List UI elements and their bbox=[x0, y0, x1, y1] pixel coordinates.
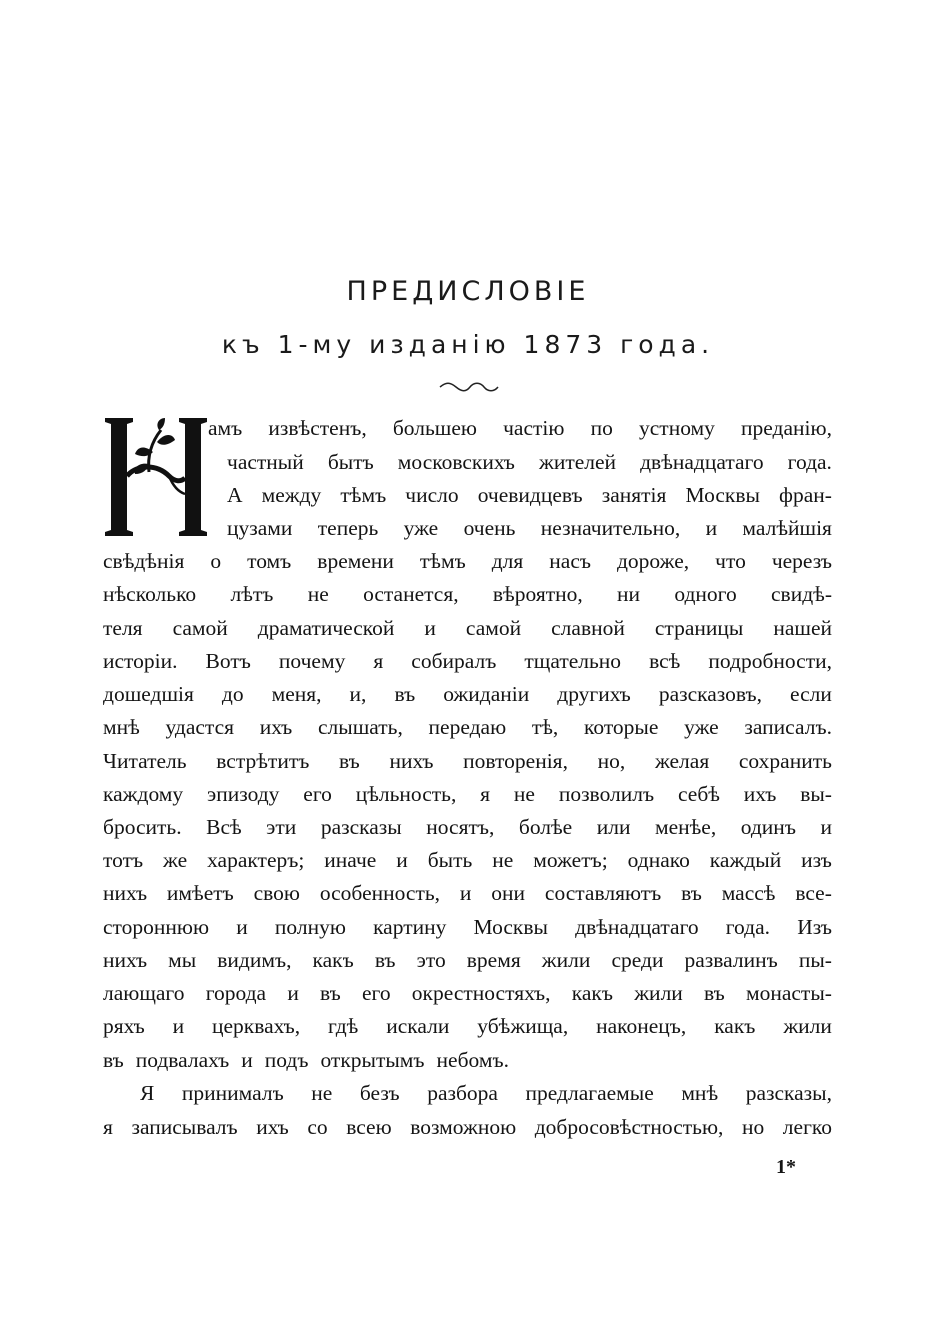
word: ихъ bbox=[256, 1115, 289, 1139]
page-title: ПРЕДИСЛОВІЕ bbox=[346, 276, 590, 307]
word: до bbox=[221, 682, 244, 706]
word: самой bbox=[172, 616, 228, 640]
page-number: 1* bbox=[776, 1156, 796, 1178]
word: свидѣ- bbox=[771, 582, 832, 606]
body-line bbox=[103, 1050, 832, 1072]
word: въ bbox=[374, 948, 396, 972]
word: одного bbox=[674, 582, 737, 606]
word: какъ bbox=[714, 1014, 756, 1038]
body-line bbox=[103, 950, 832, 972]
word: повторенія, bbox=[463, 749, 568, 773]
word: въ bbox=[704, 981, 725, 1005]
word: подвалахъ bbox=[135, 1048, 230, 1072]
word: не bbox=[311, 1081, 333, 1105]
word: и bbox=[236, 915, 248, 939]
word: почему bbox=[278, 649, 346, 673]
word: составляютъ bbox=[544, 881, 662, 905]
word: вы- bbox=[800, 782, 832, 806]
word: развалинъ bbox=[684, 948, 778, 972]
word: мы bbox=[168, 948, 197, 972]
word: преданію, bbox=[741, 416, 832, 440]
word: и bbox=[287, 981, 299, 1005]
word: останется, bbox=[363, 582, 459, 606]
word: и bbox=[424, 616, 436, 640]
word: позволилъ bbox=[558, 782, 655, 806]
word: уже bbox=[403, 516, 439, 540]
word: собиралъ bbox=[411, 649, 497, 673]
word: времени bbox=[317, 549, 394, 573]
page-subtitle: къ 1-му изданію 1873 года. bbox=[221, 330, 715, 359]
drop-cap-ornament-icon bbox=[103, 414, 213, 540]
word: предлагаемые bbox=[525, 1081, 654, 1105]
body-line bbox=[208, 418, 832, 440]
word: занятія bbox=[601, 483, 667, 507]
word: подробности, bbox=[708, 649, 832, 673]
word: разбора bbox=[427, 1081, 498, 1105]
body-line bbox=[227, 518, 832, 540]
word: особенность, bbox=[319, 881, 441, 905]
word: однако bbox=[627, 848, 690, 872]
word: частный bbox=[227, 450, 304, 474]
word: что bbox=[715, 549, 746, 573]
word: и bbox=[241, 1048, 253, 1072]
word: устному bbox=[639, 416, 715, 440]
word: нѣсколько bbox=[103, 582, 197, 606]
word: для bbox=[491, 549, 524, 573]
word: цѣльность, bbox=[355, 782, 457, 806]
word: его bbox=[303, 782, 332, 806]
word: ни bbox=[617, 582, 641, 606]
word: года. bbox=[725, 915, 771, 939]
word: слышать, bbox=[317, 715, 403, 739]
word: мнѣ bbox=[681, 1081, 719, 1105]
word: я bbox=[103, 1115, 113, 1139]
word: жителей bbox=[538, 450, 617, 474]
word: характеръ; bbox=[207, 848, 305, 872]
word: можетъ; bbox=[533, 848, 608, 872]
word: извѣстенъ, bbox=[268, 416, 367, 440]
body-line bbox=[103, 883, 832, 905]
word: двѣнадцатаго bbox=[575, 915, 699, 939]
drop-cap-initial bbox=[103, 414, 213, 540]
body-line bbox=[227, 452, 832, 474]
word: Я bbox=[140, 1081, 155, 1105]
word: ихъ bbox=[743, 782, 777, 806]
word: Москвы bbox=[473, 915, 548, 939]
word: частію bbox=[503, 416, 565, 440]
word: менѣе, bbox=[654, 815, 717, 839]
word: славной bbox=[551, 616, 625, 640]
word: записалъ. bbox=[744, 715, 832, 739]
word: добросовѣстностью, bbox=[534, 1115, 724, 1139]
word: дошедшія bbox=[103, 682, 194, 706]
word: легко bbox=[782, 1115, 832, 1139]
word: Вотъ bbox=[205, 649, 251, 673]
word: двѣнадцатаго bbox=[640, 450, 764, 474]
word: эти bbox=[266, 815, 297, 839]
word: удастся bbox=[165, 715, 235, 739]
word: не bbox=[492, 848, 514, 872]
word: жили bbox=[783, 1014, 832, 1038]
word: небомъ. bbox=[436, 1048, 509, 1072]
word: желая bbox=[654, 749, 710, 773]
word: каждому bbox=[103, 782, 184, 806]
word: тѣ, bbox=[531, 715, 559, 739]
word: видимъ, bbox=[217, 948, 292, 972]
word: жили bbox=[634, 981, 683, 1005]
word: насъ bbox=[549, 549, 591, 573]
word: вѣроятно, bbox=[492, 582, 583, 606]
word: Москвы bbox=[685, 483, 760, 507]
word: безъ bbox=[359, 1081, 400, 1105]
word: какъ bbox=[571, 981, 613, 1005]
word: но bbox=[741, 1115, 765, 1139]
word: страницы bbox=[654, 616, 744, 640]
word: которые bbox=[584, 715, 659, 739]
body-line bbox=[103, 983, 832, 1005]
word: въ bbox=[103, 1048, 124, 1072]
word: нихъ bbox=[103, 881, 148, 905]
word: исторіи. bbox=[103, 649, 178, 673]
word: бытъ bbox=[327, 450, 374, 474]
word: время bbox=[466, 948, 521, 972]
word: носятъ, bbox=[426, 815, 495, 839]
word: лающаго bbox=[103, 981, 185, 1005]
word: массѣ bbox=[721, 881, 776, 905]
word: по bbox=[590, 416, 613, 440]
body-line bbox=[103, 1016, 832, 1038]
word: Изъ bbox=[797, 915, 832, 939]
word: Читатель bbox=[103, 749, 187, 773]
word: всею bbox=[346, 1115, 392, 1139]
word: въ bbox=[320, 981, 341, 1005]
word: гдѣ bbox=[327, 1014, 359, 1038]
body-line bbox=[103, 850, 832, 872]
word: иначе bbox=[324, 848, 377, 872]
word: самой bbox=[465, 616, 522, 640]
word: въ bbox=[681, 881, 702, 905]
word: подъ bbox=[264, 1048, 309, 1072]
word: быть bbox=[427, 848, 473, 872]
word: большею bbox=[392, 416, 477, 440]
word: дороже, bbox=[616, 549, 690, 573]
word: меня, bbox=[271, 682, 322, 706]
word: не bbox=[307, 582, 329, 606]
word: А bbox=[227, 483, 243, 507]
body-line bbox=[103, 784, 832, 806]
body-line bbox=[103, 817, 832, 839]
word: со bbox=[307, 1115, 328, 1139]
word: нихъ bbox=[103, 948, 148, 972]
word: все- bbox=[795, 881, 832, 905]
word: открытымъ bbox=[320, 1048, 425, 1072]
word: о bbox=[210, 549, 222, 573]
body-line bbox=[103, 917, 832, 939]
word: нихъ bbox=[389, 749, 434, 773]
word: пы- bbox=[798, 948, 832, 972]
word: года. bbox=[787, 450, 832, 474]
word: убѣжища, bbox=[477, 1014, 569, 1038]
word: его bbox=[362, 981, 391, 1005]
word: Всѣ bbox=[206, 815, 242, 839]
word: лѣтъ bbox=[230, 582, 274, 606]
word: незначительно, bbox=[540, 516, 681, 540]
body-line bbox=[227, 485, 832, 507]
word: амъ bbox=[208, 416, 243, 440]
word: ожиданіи bbox=[443, 682, 530, 706]
word: если bbox=[790, 682, 832, 706]
word: полную bbox=[274, 915, 346, 939]
word: бросить. bbox=[103, 815, 182, 839]
word: и, bbox=[349, 682, 367, 706]
word: разсказы, bbox=[745, 1081, 832, 1105]
word: встрѣтитъ bbox=[216, 749, 310, 773]
word: каждый bbox=[709, 848, 782, 872]
word: уже bbox=[684, 715, 719, 739]
word: записывалъ bbox=[131, 1115, 238, 1139]
word: томъ bbox=[247, 549, 292, 573]
word: разсказы bbox=[320, 815, 402, 839]
word: тщательно bbox=[524, 649, 622, 673]
word: и bbox=[820, 815, 832, 839]
word: и bbox=[172, 1014, 185, 1038]
word: или bbox=[596, 815, 631, 839]
word: монасты- bbox=[745, 981, 832, 1005]
word: малѣйшія bbox=[742, 516, 832, 540]
word: картину bbox=[373, 915, 447, 939]
word: ряхъ bbox=[103, 1014, 145, 1038]
word: черезъ bbox=[771, 549, 832, 573]
body-line bbox=[103, 551, 832, 573]
word: очень bbox=[463, 516, 516, 540]
word: ихъ bbox=[259, 715, 293, 739]
body-line bbox=[103, 684, 832, 706]
word: возможною bbox=[410, 1115, 517, 1139]
word: среди bbox=[611, 948, 664, 972]
word: въ bbox=[339, 749, 360, 773]
word: тотъ bbox=[103, 848, 144, 872]
word: я bbox=[373, 649, 384, 673]
body-line bbox=[103, 717, 832, 739]
word: очевидцевъ bbox=[477, 483, 583, 507]
divider-ornament-icon bbox=[438, 380, 500, 392]
word: принималъ bbox=[181, 1081, 284, 1105]
word: всѣ bbox=[649, 649, 681, 673]
word: эпизоду bbox=[207, 782, 280, 806]
word: сохранить bbox=[738, 749, 832, 773]
word: въ bbox=[394, 682, 416, 706]
body-line bbox=[103, 651, 832, 673]
word: одинъ bbox=[740, 815, 796, 839]
word: болѣе bbox=[518, 815, 573, 839]
word: окрестностяхъ, bbox=[411, 981, 551, 1005]
word: тѣмъ bbox=[419, 549, 466, 573]
word: теперь bbox=[317, 516, 379, 540]
word: драматической bbox=[257, 616, 395, 640]
word: мнѣ bbox=[103, 715, 140, 739]
word: они bbox=[491, 881, 526, 905]
word: жили bbox=[541, 948, 591, 972]
word: число bbox=[405, 483, 459, 507]
word: церквахъ, bbox=[212, 1014, 301, 1038]
word: но, bbox=[597, 749, 626, 773]
word: фран- bbox=[779, 483, 832, 507]
body-line bbox=[103, 751, 832, 773]
word: стороннюю bbox=[103, 915, 210, 939]
word: я bbox=[480, 782, 491, 806]
word: цузами bbox=[227, 516, 293, 540]
word: изъ bbox=[801, 848, 832, 872]
word: между bbox=[261, 483, 322, 507]
body-line bbox=[140, 1083, 832, 1105]
word: не bbox=[513, 782, 535, 806]
body-line bbox=[103, 1117, 832, 1139]
word: другихъ bbox=[557, 682, 631, 706]
word: и bbox=[396, 848, 408, 872]
word: искали bbox=[386, 1014, 450, 1038]
word: тѣмъ bbox=[340, 483, 387, 507]
word: какъ bbox=[312, 948, 354, 972]
word: же bbox=[163, 848, 188, 872]
body-line bbox=[103, 618, 832, 640]
body-line bbox=[103, 584, 832, 606]
word: города bbox=[205, 981, 267, 1005]
word: теля bbox=[103, 616, 143, 640]
word: имѣетъ bbox=[166, 881, 234, 905]
word: разсказовъ, bbox=[658, 682, 763, 706]
word: передаю bbox=[428, 715, 507, 739]
word: и bbox=[459, 881, 472, 905]
word: свѣдѣнія bbox=[103, 549, 185, 573]
word: и bbox=[705, 516, 718, 540]
word: свою bbox=[253, 881, 300, 905]
word: это bbox=[416, 948, 446, 972]
word: наконецъ, bbox=[596, 1014, 687, 1038]
word: московскихъ bbox=[397, 450, 515, 474]
word: нашей bbox=[773, 616, 832, 640]
word: себѣ bbox=[677, 782, 720, 806]
